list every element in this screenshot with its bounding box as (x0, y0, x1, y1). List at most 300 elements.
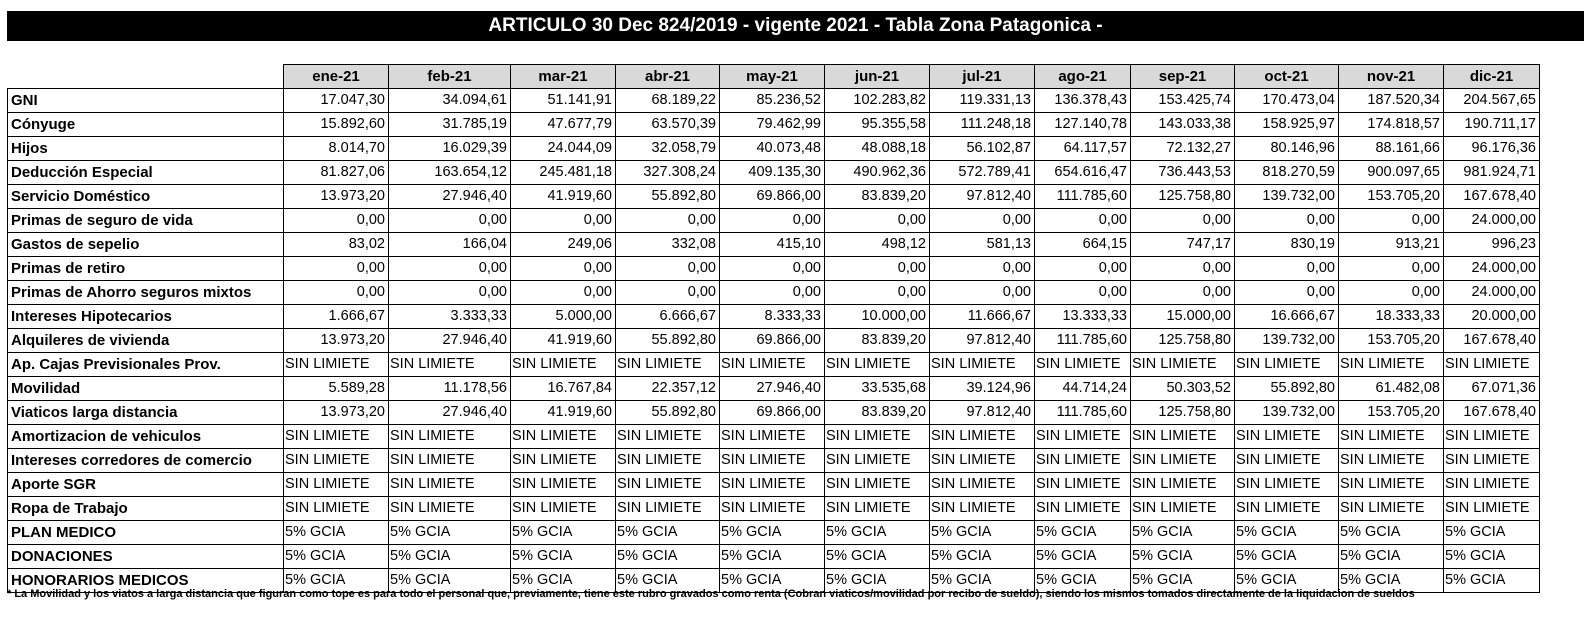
table-cell: 139.732,00 (1235, 329, 1339, 353)
table-cell: 81.827,06 (284, 161, 389, 185)
table-cell: 0,00 (720, 281, 825, 305)
table-cell: SIN LIMIETE (825, 353, 930, 377)
table-cell: 5% GCIA (720, 569, 825, 593)
table-cell: SIN LIMIETE (616, 497, 720, 521)
table-cell: 5% GCIA (825, 521, 930, 545)
month-header: feb-21 (389, 65, 511, 89)
table-cell: SIN LIMIETE (1131, 473, 1235, 497)
table-cell: 0,00 (1235, 281, 1339, 305)
month-header: oct-21 (1235, 65, 1339, 89)
table-cell: 48.088,18 (825, 137, 930, 161)
table-cell: 5% GCIA (616, 569, 720, 593)
table-cell: 0,00 (720, 257, 825, 281)
row-label: Ap. Cajas Previsionales Prov. (8, 353, 284, 377)
table-row (8, 113, 1540, 137)
table-cell: 166,04 (389, 233, 511, 257)
table-cell: SIN LIMIETE (389, 497, 511, 521)
table-cell: 69.866,00 (720, 329, 825, 353)
table-row (8, 161, 1540, 185)
table-cell: 409.135,30 (720, 161, 825, 185)
table-cell: 13.973,20 (284, 185, 389, 209)
table-cell: 55.892,80 (616, 401, 720, 425)
table-cell: SIN LIMIETE (1339, 473, 1444, 497)
table-cell: 39.124,96 (930, 377, 1035, 401)
table-cell: SIN LIMIETE (616, 425, 720, 449)
table-cell: 31.785,19 (389, 113, 511, 137)
table-cell: 11.666,67 (930, 305, 1035, 329)
table-cell: 8.333,33 (720, 305, 825, 329)
table-cell: 5% GCIA (1444, 569, 1540, 593)
table-cell: 5% GCIA (1339, 521, 1444, 545)
table-cell: SIN LIMIETE (720, 497, 825, 521)
table-cell: SIN LIMIETE (720, 425, 825, 449)
table-cell: 327.308,24 (616, 161, 720, 185)
table-cell: SIN LIMIETE (1035, 353, 1131, 377)
table-cell: 6.666,67 (616, 305, 720, 329)
table-cell: 111.785,60 (1035, 401, 1131, 425)
table-cell: 5% GCIA (825, 545, 930, 569)
table-cell: 5% GCIA (930, 521, 1035, 545)
month-header: may-21 (720, 65, 825, 89)
table-cell: 61.482,08 (1339, 377, 1444, 401)
table-cell: 0,00 (284, 281, 389, 305)
table-row (8, 305, 1540, 329)
table-cell: 0,00 (1235, 257, 1339, 281)
table-row (8, 281, 1540, 305)
table-cell: 153.705,20 (1339, 185, 1444, 209)
table-cell: 0,00 (930, 209, 1035, 233)
table-cell: SIN LIMIETE (284, 353, 389, 377)
month-header: dic-21 (1444, 65, 1540, 89)
table-row (8, 353, 1540, 377)
table-cell: 111.785,60 (1035, 329, 1131, 353)
table-cell: SIN LIMIETE (511, 497, 616, 521)
table-row (8, 377, 1540, 401)
row-label: Intereses corredores de comercio (8, 449, 284, 473)
table-cell: 5.589,28 (284, 377, 389, 401)
table-row (8, 329, 1540, 353)
table-cell: 80.146,96 (1235, 137, 1339, 161)
table-cell: SIN LIMIETE (511, 353, 616, 377)
table-cell: 0,00 (825, 281, 930, 305)
table-cell: 5% GCIA (1131, 521, 1235, 545)
table-row (8, 497, 1540, 521)
table-cell: 5% GCIA (511, 545, 616, 569)
table-cell: SIN LIMIETE (1444, 497, 1540, 521)
table-cell: 415,10 (720, 233, 825, 257)
table-cell: 15.000,00 (1131, 305, 1235, 329)
table-cell: 139.732,00 (1235, 185, 1339, 209)
table-title-text: ARTICULO 30 Dec 824/2019 - vigente 2021 - Tabla Zona Patagonica - (488, 15, 1103, 36)
table-cell: 40.073,48 (720, 137, 825, 161)
table-cell: SIN LIMIETE (1444, 449, 1540, 473)
table-cell: SIN LIMIETE (284, 449, 389, 473)
table-cell: 139.732,00 (1235, 401, 1339, 425)
table-cell: 996,23 (1444, 233, 1540, 257)
table-cell: 581,13 (930, 233, 1035, 257)
table-cell: 332,08 (616, 233, 720, 257)
table-cell: SIN LIMIETE (1339, 425, 1444, 449)
table-cell: 5% GCIA (284, 545, 389, 569)
table-cell: 63.570,39 (616, 113, 720, 137)
table-row (8, 449, 1540, 473)
table-cell: 111.248,18 (930, 113, 1035, 137)
table-cell: 16.767,84 (511, 377, 616, 401)
row-label: Viaticos larga distancia (8, 401, 284, 425)
table-row (8, 545, 1540, 569)
table-body (8, 89, 1540, 593)
table-cell: 5% GCIA (1035, 521, 1131, 545)
table-cell: SIN LIMIETE (1339, 353, 1444, 377)
table-cell: 18.333,33 (1339, 305, 1444, 329)
month-header: abr-21 (616, 65, 720, 89)
table-cell: 143.033,38 (1131, 113, 1235, 137)
table-cell: 830,19 (1235, 233, 1339, 257)
table-cell: SIN LIMIETE (825, 449, 930, 473)
table-cell: 13.973,20 (284, 401, 389, 425)
table-cell: 68.189,22 (616, 89, 720, 113)
table-cell: 5% GCIA (1131, 569, 1235, 593)
table-cell: 8.014,70 (284, 137, 389, 161)
table-cell: SIN LIMIETE (1131, 353, 1235, 377)
table-cell: 204.567,65 (1444, 89, 1540, 113)
table-cell: 5% GCIA (930, 569, 1035, 593)
table-cell: 167.678,40 (1444, 329, 1540, 353)
table-cell: 125.758,80 (1131, 185, 1235, 209)
table-cell: 0,00 (930, 257, 1035, 281)
table-cell: 102.283,82 (825, 89, 930, 113)
table-cell: 5% GCIA (1035, 545, 1131, 569)
table-cell: 170.473,04 (1235, 89, 1339, 113)
month-header: sep-21 (1131, 65, 1235, 89)
table-cell: 69.866,00 (720, 185, 825, 209)
table-cell: 27.946,40 (389, 185, 511, 209)
table-cell: 47.677,79 (511, 113, 616, 137)
table-cell: 0,00 (1131, 257, 1235, 281)
table-cell: 83,02 (284, 233, 389, 257)
table-cell: 5% GCIA (389, 545, 511, 569)
footnote: * La Movilidad y los viatos a larga distancia que figuran como tope es para todo el personal que, previamente, tiene este rubro gravados como renta (Cobran viaticos/movilidad por recibo de sueldo), siendo los mismos tomados directamente de la liquidacion de sueldos (7, 588, 1415, 600)
table-cell: 5.000,00 (511, 305, 616, 329)
row-label: Ropa de Trabajo (8, 497, 284, 521)
table-cell: 41.919,60 (511, 329, 616, 353)
table-cell: 5% GCIA (1235, 545, 1339, 569)
table-cell: 125.758,80 (1131, 329, 1235, 353)
row-label: PLAN MEDICO (8, 521, 284, 545)
table-row (8, 137, 1540, 161)
table-cell: SIN LIMIETE (284, 497, 389, 521)
table-cell: 79.462,99 (720, 113, 825, 137)
header-corner (8, 65, 284, 89)
row-label: Hijos (8, 137, 284, 161)
row-label: Deducción Especial (8, 161, 284, 185)
table-cell: 0,00 (1339, 209, 1444, 233)
table-cell: 119.331,13 (930, 89, 1035, 113)
table-cell: 498,12 (825, 233, 930, 257)
table-cell: 190.711,17 (1444, 113, 1540, 137)
table-cell: 5% GCIA (1035, 569, 1131, 593)
table-cell: SIN LIMIETE (1035, 425, 1131, 449)
row-label: Primas de seguro de vida (8, 209, 284, 233)
table-cell: SIN LIMIETE (1131, 497, 1235, 521)
table-cell: 24.000,00 (1444, 209, 1540, 233)
table-cell: 1.666,67 (284, 305, 389, 329)
table-cell: 16.029,39 (389, 137, 511, 161)
table-cell: SIN LIMIETE (1235, 497, 1339, 521)
table-cell: 85.236,52 (720, 89, 825, 113)
table-cell: 5% GCIA (511, 521, 616, 545)
table-cell: SIN LIMIETE (1444, 425, 1540, 449)
table-cell: SIN LIMIETE (1339, 497, 1444, 521)
table-cell: 0,00 (511, 209, 616, 233)
table-cell: 33.535,68 (825, 377, 930, 401)
table-cell: SIN LIMIETE (930, 497, 1035, 521)
table-cell: SIN LIMIETE (389, 425, 511, 449)
table-cell: 97.812,40 (930, 401, 1035, 425)
table-cell: 24.044,09 (511, 137, 616, 161)
table-cell: 654.616,47 (1035, 161, 1131, 185)
table-row (8, 521, 1540, 545)
table-cell: 22.357,12 (616, 377, 720, 401)
table-cell: 0,00 (616, 209, 720, 233)
table-cell: 0,00 (284, 257, 389, 281)
row-label: DONACIONES (8, 545, 284, 569)
table-cell: SIN LIMIETE (720, 473, 825, 497)
table-cell: 5% GCIA (720, 521, 825, 545)
table-cell: 55.892,80 (616, 185, 720, 209)
table-row (8, 89, 1540, 113)
table-cell: 15.892,60 (284, 113, 389, 137)
table-cell: 0,00 (825, 209, 930, 233)
table-cell: SIN LIMIETE (1235, 473, 1339, 497)
table-cell: SIN LIMIETE (1235, 353, 1339, 377)
row-label: Movilidad (8, 377, 284, 401)
table-row (8, 401, 1540, 425)
table-cell: 0,00 (1235, 209, 1339, 233)
table-cell: 16.666,67 (1235, 305, 1339, 329)
table-cell: 5% GCIA (389, 521, 511, 545)
table-cell: 0,00 (930, 281, 1035, 305)
table-cell: SIN LIMIETE (616, 449, 720, 473)
table-cell: 900.097,65 (1339, 161, 1444, 185)
table-cell: 747,17 (1131, 233, 1235, 257)
month-header: nov-21 (1339, 65, 1444, 89)
table-cell: 0,00 (511, 281, 616, 305)
table-cell: 5% GCIA (1444, 545, 1540, 569)
table-cell: 0,00 (389, 209, 511, 233)
table-cell: SIN LIMIETE (389, 449, 511, 473)
table-cell: 490.962,36 (825, 161, 930, 185)
table-cell: 13.973,20 (284, 329, 389, 353)
table-cell: 5% GCIA (1235, 521, 1339, 545)
table-cell: 0,00 (284, 209, 389, 233)
table-cell: 95.355,58 (825, 113, 930, 137)
table-row (8, 473, 1540, 497)
table-cell: SIN LIMIETE (616, 353, 720, 377)
table-cell: 0,00 (616, 257, 720, 281)
table-cell: 72.132,27 (1131, 137, 1235, 161)
table-cell: SIN LIMIETE (1035, 449, 1131, 473)
table-cell: 83.839,20 (825, 329, 930, 353)
table-cell: 167.678,40 (1444, 401, 1540, 425)
table-cell: SIN LIMIETE (720, 353, 825, 377)
table-cell: 5% GCIA (284, 569, 389, 593)
table-cell: 5% GCIA (389, 569, 511, 593)
table-cell: 55.892,80 (616, 329, 720, 353)
table-cell: SIN LIMIETE (930, 473, 1035, 497)
table-cell: 249,06 (511, 233, 616, 257)
table-cell: 41.919,60 (511, 401, 616, 425)
table-cell: SIN LIMIETE (1339, 449, 1444, 473)
table-cell: SIN LIMIETE (1235, 449, 1339, 473)
table-cell: 27.946,40 (389, 329, 511, 353)
table-cell: SIN LIMIETE (1035, 473, 1131, 497)
table-cell: 10.000,00 (825, 305, 930, 329)
table-cell: 56.102,87 (930, 137, 1035, 161)
table-cell: 174.818,57 (1339, 113, 1444, 137)
table-cell: 0,00 (1035, 209, 1131, 233)
table-cell: 163.654,12 (389, 161, 511, 185)
table-cell: 5% GCIA (616, 545, 720, 569)
table-cell: 111.785,60 (1035, 185, 1131, 209)
table-cell: SIN LIMIETE (389, 353, 511, 377)
month-header: ene-21 (284, 65, 389, 89)
table-cell: 158.925,97 (1235, 113, 1339, 137)
table-cell: 0,00 (389, 257, 511, 281)
table-cell: 41.919,60 (511, 185, 616, 209)
table-cell: 153.705,20 (1339, 329, 1444, 353)
table-row (8, 185, 1540, 209)
row-label: Amortizacion de vehiculos (8, 425, 284, 449)
table-cell: 5% GCIA (1444, 521, 1540, 545)
table-cell: 5% GCIA (616, 521, 720, 545)
table-cell: 27.946,40 (389, 401, 511, 425)
table-cell: 5% GCIA (1339, 569, 1444, 593)
table-cell: 69.866,00 (720, 401, 825, 425)
row-label: Cónyuge (8, 113, 284, 137)
table-cell: SIN LIMIETE (1444, 353, 1540, 377)
table-cell: 17.047,30 (284, 89, 389, 113)
month-header: jul-21 (930, 65, 1035, 89)
table-cell: 67.071,36 (1444, 377, 1540, 401)
table-cell: SIN LIMIETE (389, 473, 511, 497)
table-cell: SIN LIMIETE (1131, 425, 1235, 449)
row-label: Gastos de sepelio (8, 233, 284, 257)
table-row (8, 209, 1540, 233)
table-cell: 44.714,24 (1035, 377, 1131, 401)
table-cell: 55.892,80 (1235, 377, 1339, 401)
table-cell: SIN LIMIETE (1444, 473, 1540, 497)
table-cell: 981.924,71 (1444, 161, 1540, 185)
table-row (8, 233, 1540, 257)
table-cell: 818.270,59 (1235, 161, 1339, 185)
table-cell: 88.161,66 (1339, 137, 1444, 161)
table-cell: SIN LIMIETE (284, 473, 389, 497)
table-cell: SIN LIMIETE (511, 473, 616, 497)
table-cell: 0,00 (825, 257, 930, 281)
row-label: Intereses Hipotecarios (8, 305, 284, 329)
table-cell: 0,00 (1339, 257, 1444, 281)
table-cell: SIN LIMIETE (930, 449, 1035, 473)
table-cell: 153.705,20 (1339, 401, 1444, 425)
table-cell: 125.758,80 (1131, 401, 1235, 425)
table-cell: 136.378,43 (1035, 89, 1131, 113)
table-cell: SIN LIMIETE (284, 425, 389, 449)
table-cell: 83.839,20 (825, 401, 930, 425)
row-label: HONORARIOS MEDICOS (8, 569, 284, 593)
header-row (8, 65, 1540, 89)
table-cell: 97.812,40 (930, 329, 1035, 353)
table-cell: 83.839,20 (825, 185, 930, 209)
table-cell: SIN LIMIETE (825, 425, 930, 449)
table-cell: 736.443,53 (1131, 161, 1235, 185)
table-cell: 127.140,78 (1035, 113, 1131, 137)
table-cell: 24.000,00 (1444, 281, 1540, 305)
table-cell: 5% GCIA (720, 545, 825, 569)
row-label: Servicio Doméstico (8, 185, 284, 209)
table-cell: 5% GCIA (1235, 569, 1339, 593)
table-cell: SIN LIMIETE (1235, 425, 1339, 449)
table-cell: 0,00 (511, 257, 616, 281)
row-label: Primas de retiro (8, 257, 284, 281)
table-cell: 50.303,52 (1131, 377, 1235, 401)
table-cell: 0,00 (389, 281, 511, 305)
table-cell: 5% GCIA (1131, 545, 1235, 569)
table-cell: 32.058,79 (616, 137, 720, 161)
table-cell: 64.117,57 (1035, 137, 1131, 161)
table-cell: SIN LIMIETE (825, 497, 930, 521)
table-cell: 34.094,61 (389, 89, 511, 113)
table-cell: 0,00 (1131, 281, 1235, 305)
table-cell: 0,00 (1131, 209, 1235, 233)
table-cell: 24.000,00 (1444, 257, 1540, 281)
table-cell: SIN LIMIETE (616, 473, 720, 497)
row-label: Alquileres de vivienda (8, 329, 284, 353)
table-cell: 0,00 (616, 281, 720, 305)
month-header: mar-21 (511, 65, 616, 89)
table-cell: 0,00 (720, 209, 825, 233)
table-title (7, 11, 1584, 41)
table-cell: 153.425,74 (1131, 89, 1235, 113)
table-cell: 167.678,40 (1444, 185, 1540, 209)
table-cell: 11.178,56 (389, 377, 511, 401)
table-row (8, 425, 1540, 449)
row-label: Primas de Ahorro seguros mixtos (8, 281, 284, 305)
table-cell: 0,00 (1339, 281, 1444, 305)
table-cell: 5% GCIA (284, 521, 389, 545)
table-cell: SIN LIMIETE (1035, 497, 1131, 521)
table-cell: SIN LIMIETE (930, 425, 1035, 449)
table-cell: 5% GCIA (825, 569, 930, 593)
table-cell: 187.520,34 (1339, 89, 1444, 113)
table-cell: 97.812,40 (930, 185, 1035, 209)
table-cell: SIN LIMIETE (511, 449, 616, 473)
table-cell: 3.333,33 (389, 305, 511, 329)
month-header: jun-21 (825, 65, 930, 89)
table-cell: 13.333,33 (1035, 305, 1131, 329)
table-cell: 245.481,18 (511, 161, 616, 185)
month-header: ago-21 (1035, 65, 1131, 89)
table-cell: 572.789,41 (930, 161, 1035, 185)
deductions-table (7, 64, 1540, 593)
table-cell: 5% GCIA (930, 545, 1035, 569)
table-cell: 5% GCIA (511, 569, 616, 593)
table-cell: 27.946,40 (720, 377, 825, 401)
table-cell: 96.176,36 (1444, 137, 1540, 161)
table-cell: 5% GCIA (1339, 545, 1444, 569)
table-cell: 20.000,00 (1444, 305, 1540, 329)
table-cell: 664,15 (1035, 233, 1131, 257)
